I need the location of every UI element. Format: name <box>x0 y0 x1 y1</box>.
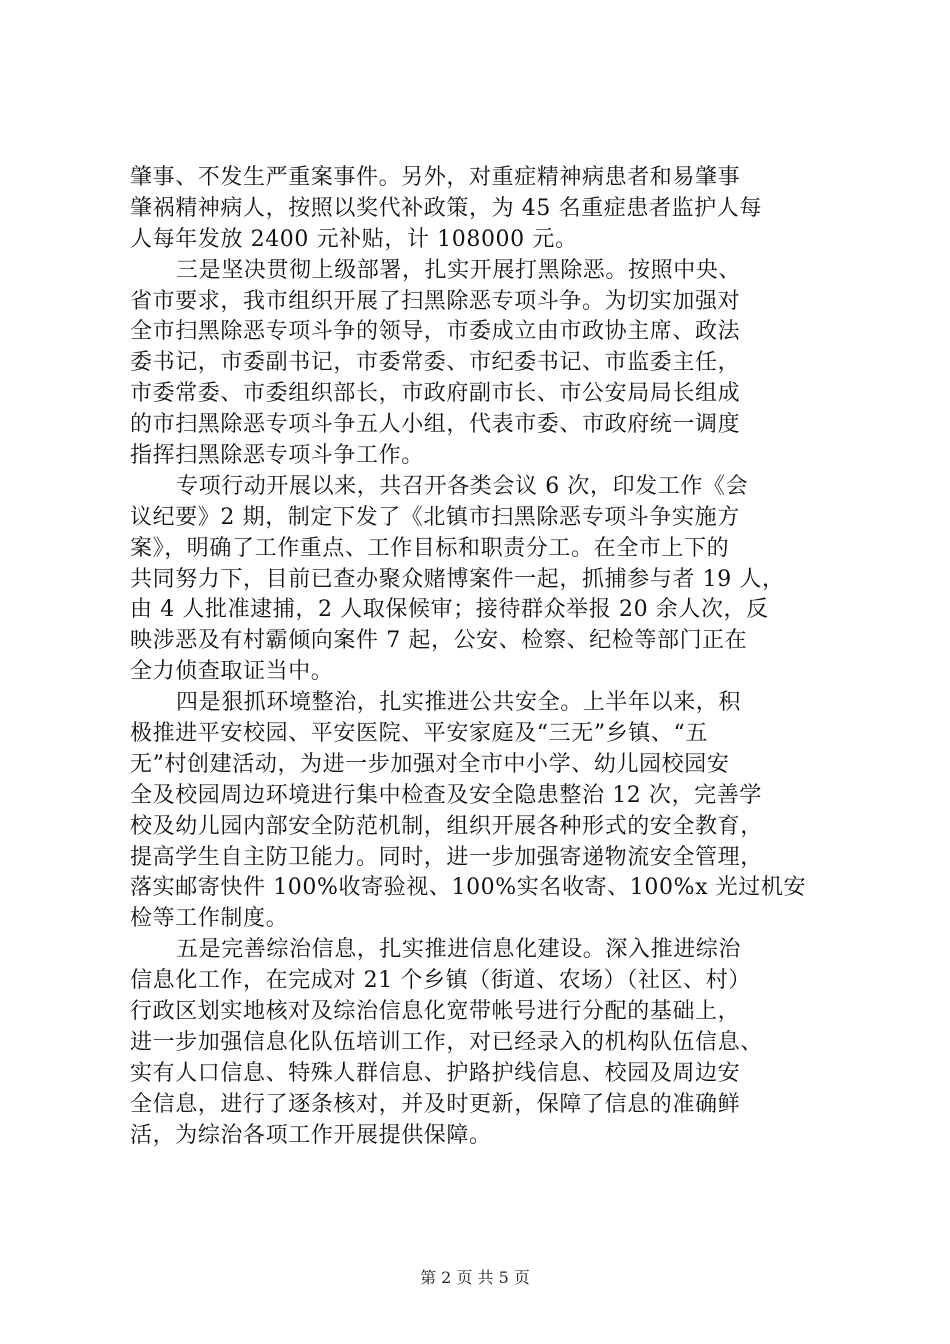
text-line: 肇祸精神病人，按照以奖代补政策，为 45 名重症患者监护人每 <box>130 195 762 221</box>
text-line: 全及校园周边环境进行集中检查及安全隐患整治 12 次，完善学 <box>130 782 762 808</box>
text-line: 人每年发放 2400 元补贴，计 108000 元。 <box>130 226 578 252</box>
page-number-footer: 第 2 页 共 5 页 <box>420 1268 530 1287</box>
text-line: 极推进平安校园、平安医院、平安家庭及“三无”乡镇、“五 <box>130 721 708 747</box>
paragraph-start-line: 五是完善综治信息，扎实推进信息化建设。深入推进综治 <box>176 937 742 963</box>
text-line: 共同努力下，目前已查办聚众赌博案件一起，抓捕参与者 19 人， <box>130 566 785 592</box>
text-line: 委书记，市委副书记，市委常委、市纪委书记、市监委主任， <box>130 350 741 376</box>
text-line: 全信息，进行了逐条核对，并及时更新，保障了信息的准确鲜 <box>130 1091 741 1117</box>
text-line: 由 4 人批准逮捕，2 人取保候审；接待群众举报 20 余人次，反 <box>130 597 769 623</box>
paragraph-start-line: 专项行动开展以来，共召开各类会议 6 次，印发工作《会 <box>176 473 749 499</box>
text-line: 活，为综治各项工作开展提供保障。 <box>130 1122 492 1148</box>
text-line: 全力侦查取证当中。 <box>130 659 334 685</box>
text-line: 无”村创建活动，为进一步加强对全市中小学、幼儿园校园安 <box>130 751 730 777</box>
body-text <box>130 163 830 1152</box>
text-line: 校及幼儿园内部安全防范机制，组织开展各种形式的安全教育， <box>130 813 763 839</box>
text-line: 肇事、不发生严重案事件。另外，对重症精神病患者和易肇事 <box>130 165 741 190</box>
text-line: 省市要求，我市组织开展了扫黑除恶专项斗争。为切实加强对 <box>130 288 741 314</box>
text-line: 全市扫黑除恶专项斗争的领导，市委成立由市政协主席、政法 <box>130 319 741 345</box>
text-line: 实有人口信息、特殊人群信息、护路护线信息、校园及周边安 <box>130 1060 741 1086</box>
text-line: 指挥扫黑除恶专项斗争工作。 <box>130 443 424 469</box>
text-line: 案》，明确了工作重点、工作目标和职责分工。在全市上下的 <box>130 535 730 561</box>
text-line: 映涉恶及有村霸倾向案件 7 起，公安、检察、纪检等部门正在 <box>130 628 748 654</box>
text-line: 检等工作制度。 <box>130 906 289 932</box>
text-line: 的市扫黑除恶专项斗争五人小组，代表市委、市政府统一调度 <box>130 412 741 438</box>
text-line: 行政区划实地核对及综治信息化宽带帐号进行分配的基础上， <box>130 999 741 1025</box>
text-line: 落实邮寄快件 100%收寄验视、100%实名收寄、100%x 光过机安 <box>130 875 807 901</box>
text-line: 信息化工作，在完成对 21 个乡镇（街道、农场）（社区、村） <box>130 968 751 994</box>
text-line: 进一步加强信息化队伍培训工作，对已经录入的机构队伍信息、 <box>130 1029 763 1055</box>
text-line: 议纪要》2 期，制定下发了《北镇市扫黑除恶专项斗争实施方 <box>130 504 740 530</box>
paragraph-start-line: 三是坚决贯彻上级部署，扎实开展打黑除恶。按照中央、 <box>176 257 742 283</box>
paragraph-start-line: 四是狠抓环境整治，扎实推进公共安全。上半年以来，积 <box>176 690 742 716</box>
text-line: 市委常委、市委组织部长，市政府副市长、市公安局局长组成 <box>130 381 741 407</box>
text-line: 提高学生自主防卫能力。同时，进一步加强寄递物流安全管理， <box>130 844 763 870</box>
